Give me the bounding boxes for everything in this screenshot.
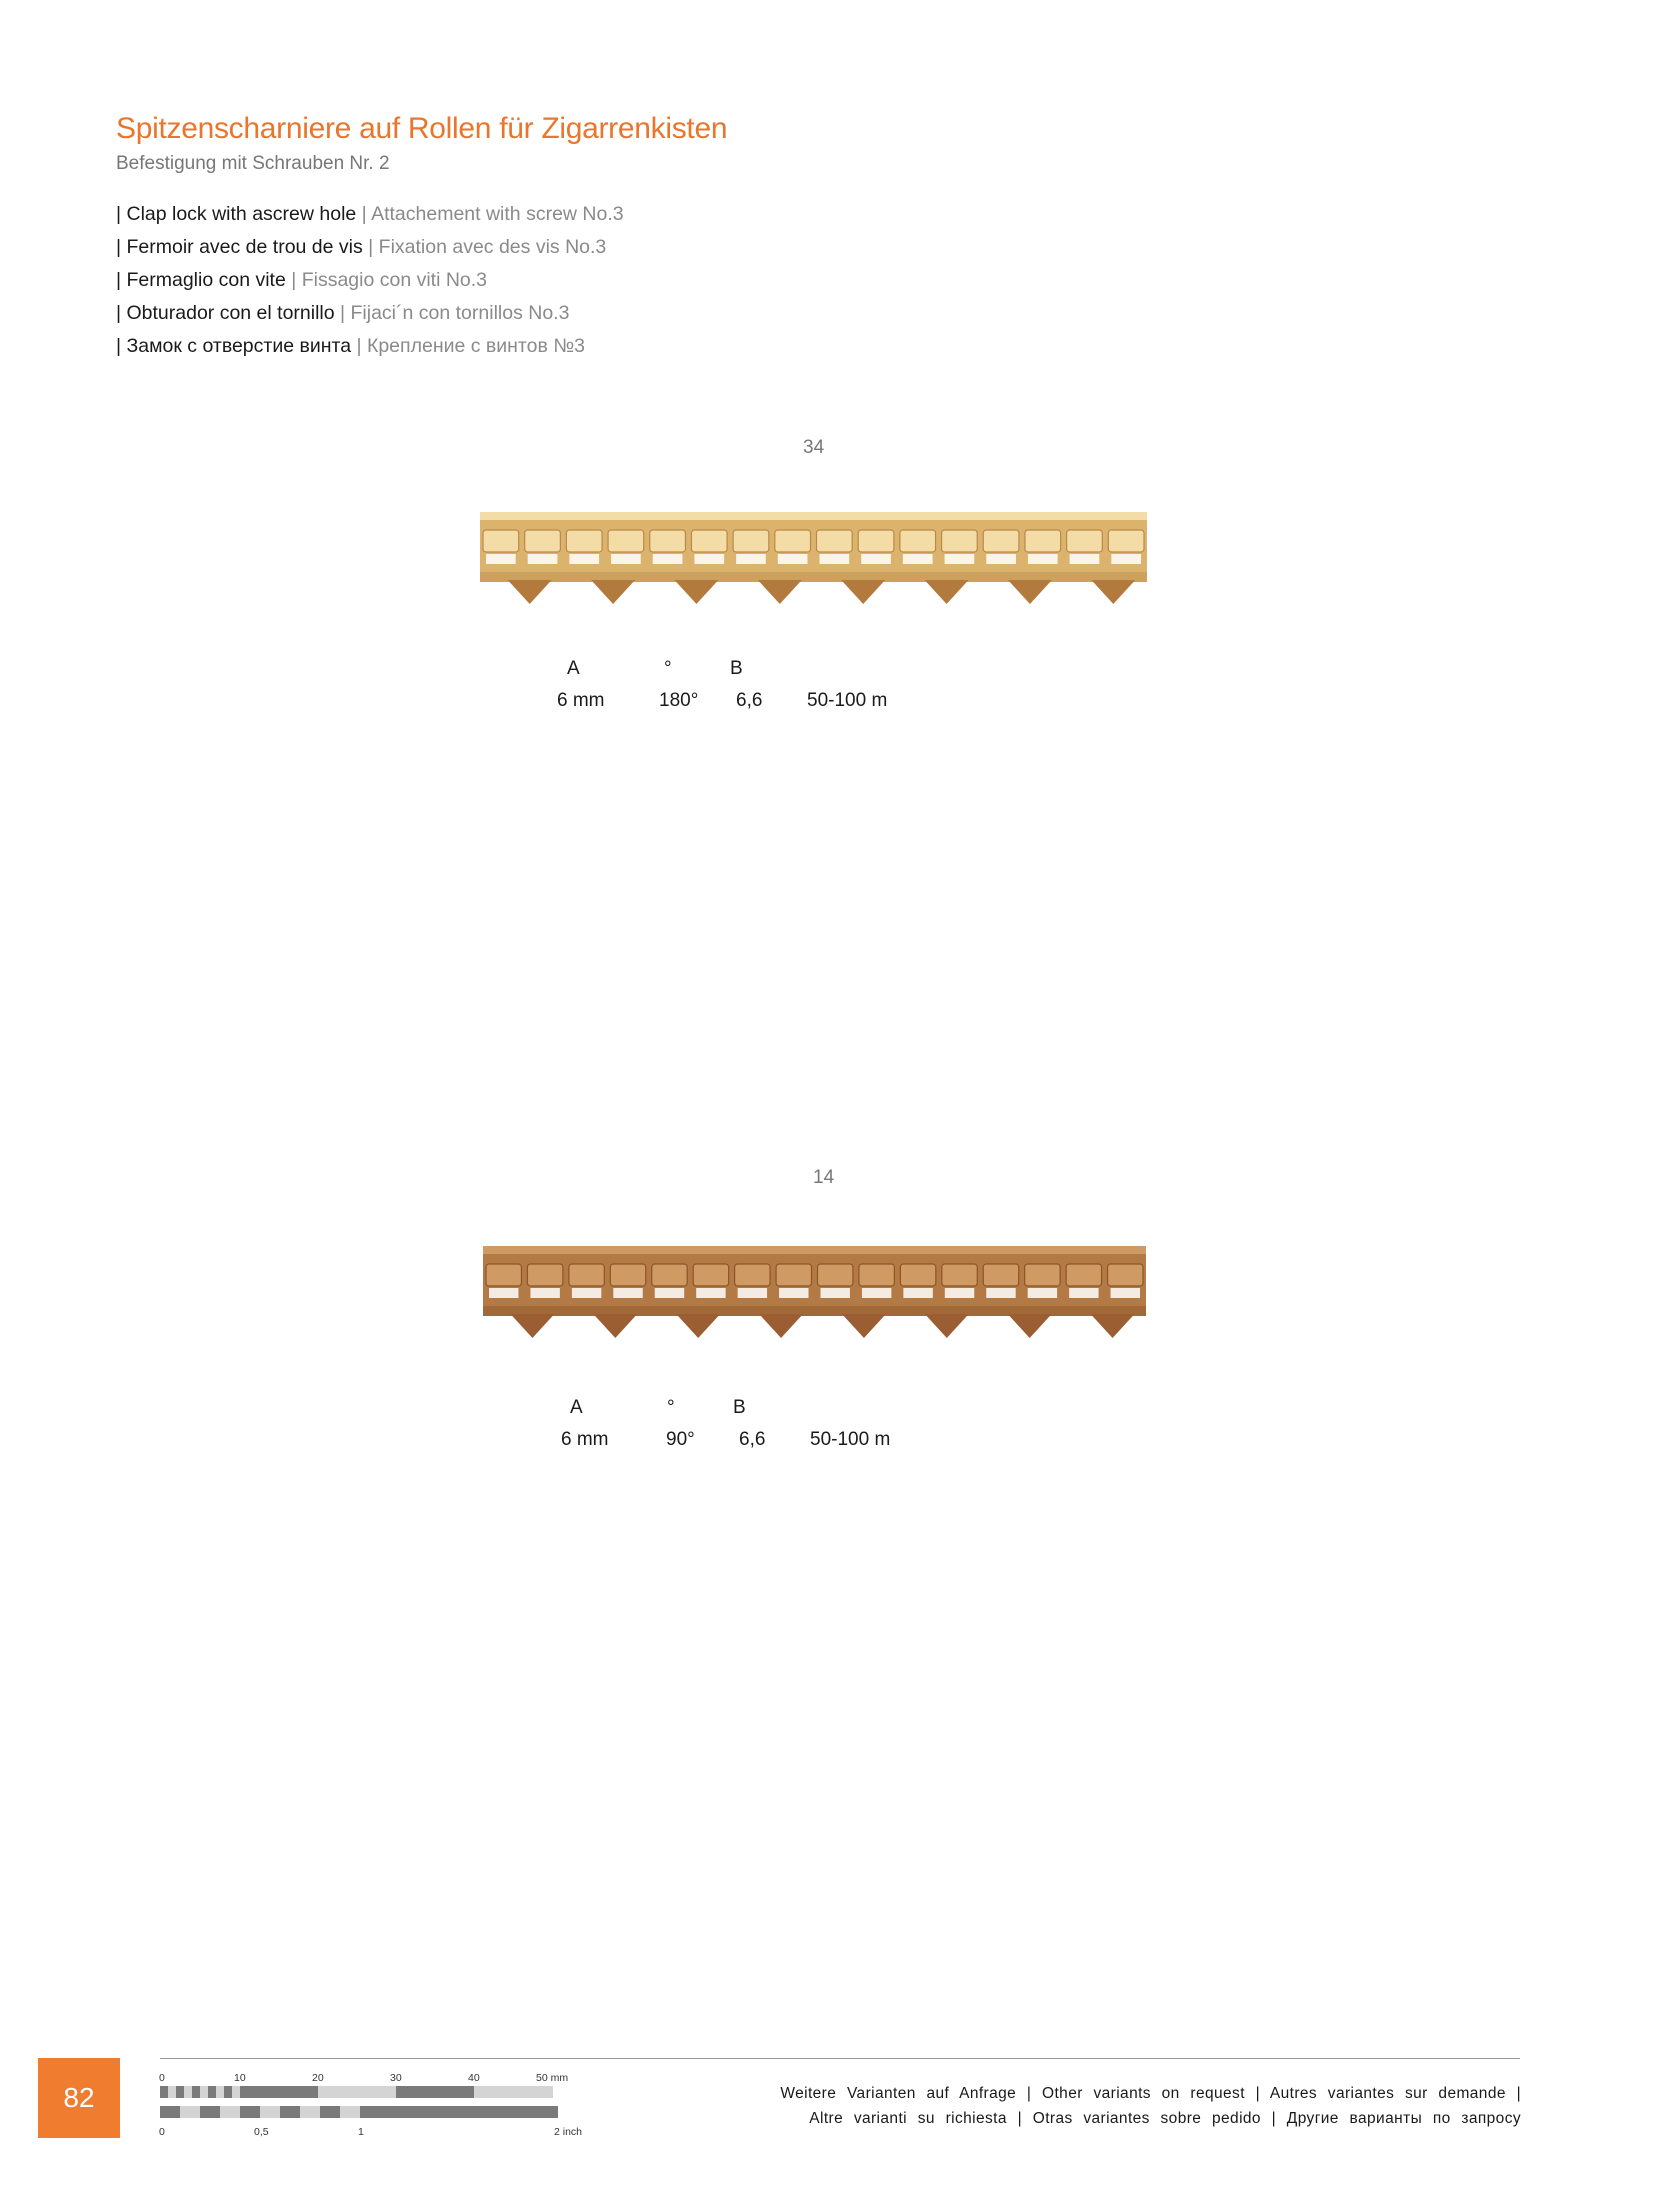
description-secondary: | Fixation avec des vis No.3 [368,236,607,258]
ruler-inch-label: 0 [159,2126,165,2138]
hinge-slot [611,554,641,564]
hinge-slot [903,554,933,564]
hinge-knuckle [942,530,978,552]
hinge-tooth [676,1314,720,1338]
hinge-knuckle [691,530,727,552]
ruler-mm-label: 10 [234,2072,246,2084]
description-primary: | Fermaglio con vite [116,269,286,291]
hinge-slot [655,1288,684,1298]
hinge-knuckle [652,1264,687,1286]
hinge-knuckle [858,530,894,552]
hinge-slot [861,554,891,564]
description-secondary: | Attachement with screw No.3 [361,203,624,225]
hinge-slot [1069,1288,1098,1298]
hinge-knuckle [1067,530,1103,552]
hinge-slot [486,554,516,564]
hinge-knuckle [900,530,936,552]
spec-value-a: 6 mm [561,1429,609,1450]
hinge-tooth [591,580,635,604]
hinge-knuckle [776,1264,811,1286]
description-row [116,231,624,264]
hinge-slot [1111,1288,1140,1298]
hinge-knuckle [650,530,686,552]
hinge-image-copper [483,1242,1146,1342]
ruler-inch-label: 1 [358,2126,364,2138]
ruler-inch-label: 0,5 [254,2126,269,2138]
hinge-slot [736,554,766,564]
hinge-knuckle [983,1264,1018,1286]
hinge-tooth [925,580,969,604]
description-primary: | Fermoir avec de trou de vis [116,236,363,258]
hinge-slot [821,1288,850,1298]
hinge-slot [779,1288,808,1298]
hinge-slot [572,1288,601,1298]
hinge-image-brass [480,508,1147,608]
hinge-slot [862,1288,891,1298]
spec-value-length: 50-100 m [807,690,888,711]
spec-value-b: 6,6 [736,690,763,711]
footer-note-line2: Altre varianti su richiesta | Otras variantes sobre pedido | Другие варианты по запросу [809,2110,1521,2127]
hinge-slot [820,554,850,564]
footer-divider [160,2058,1520,2059]
ruler-inch-label: 2 inch [554,2126,583,2138]
hinge-knuckle [525,530,561,552]
hinge-knuckle [693,1264,728,1286]
hinge-knuckle [859,1264,894,1286]
page-title: Spitzenscharniere auf Rollen für Zigarrenkisten [116,112,728,145]
product-number: 14 [813,1167,835,1188]
hinge-slot [530,1288,559,1298]
description-primary: | Clap lock with ascrew hole [116,203,357,225]
hinge-knuckle [1108,530,1144,552]
hinge-strip-highlight [480,512,1147,520]
ruler-mm-label: 50 mm [536,2072,569,2084]
hinge-slot [903,1288,932,1298]
hinge-tooth [593,1314,637,1338]
ruler-mm-label: 20 [312,2072,324,2084]
description-row [116,264,624,297]
hinge-slot [569,554,599,564]
spec-value-b: 6,6 [739,1429,766,1450]
hinge-tooth [1091,1314,1135,1338]
hinge-tooth [674,580,718,604]
ruler-mm-label: 0 [159,2072,165,2084]
hinge-tooth [1008,580,1052,604]
hinge-knuckle [483,530,519,552]
hinge-slot [613,1288,642,1298]
hinge-knuckle [942,1264,977,1286]
hinge-slot [489,1288,518,1298]
spec-label-a: A [570,1397,583,1418]
description-primary: | Obturador con el tornillo [116,302,335,324]
hinge-tooth [925,1314,969,1338]
ruler-mm-label: 30 [390,2072,402,2084]
hinge-knuckle [817,530,853,552]
description-list [116,198,624,363]
description-row [116,330,624,363]
spec-label-degree: ° [667,1397,675,1418]
hinge-slot [986,554,1016,564]
page-number-badge [38,2058,120,2138]
ruler-mm-label: 40 [468,2072,480,2084]
hinge-knuckle [775,530,811,552]
description-row [116,297,624,330]
hinge-knuckle [1025,1264,1060,1286]
hinge-strip-highlight [483,1246,1146,1254]
hinge-slot [696,1288,725,1298]
hinge-knuckle [610,1264,645,1286]
hinge-tooth [841,580,885,604]
hinge-knuckle [566,530,602,552]
spec-value-a: 6 mm [557,690,605,711]
description-primary: | Замок с отверстие винта [116,335,352,357]
spec-label-b: B [730,658,743,679]
scale-ruler [160,2086,560,2126]
spec-value-degree: 180° [659,690,699,711]
hinge-tooth [758,580,802,604]
hinge-knuckle [733,530,769,552]
hinge-tooth [842,1314,886,1338]
hinge-knuckle [1025,530,1061,552]
spec-label-degree: ° [664,658,672,679]
hinge-slot [694,554,724,564]
hinge-tooth [759,1314,803,1338]
hinge-knuckle [1108,1264,1143,1286]
hinge-knuckle [818,1264,853,1286]
hinge-knuckle [735,1264,770,1286]
hinge-slot [1028,554,1058,564]
hinge-knuckle [983,530,1019,552]
spec-value-degree: 90° [666,1429,695,1450]
hinge-knuckle [486,1264,521,1286]
hinge-slot [945,554,975,564]
hinge-slot [528,554,558,564]
hinge-knuckle [569,1264,604,1286]
hinge-knuckle [608,530,644,552]
hinge-slot [738,1288,767,1298]
footer-note-line1: Weitere Varianten auf Anfrage | Other variants on request | Autres variantes sur demande | [780,2085,1521,2102]
hinge-slot [945,1288,974,1298]
description-row [116,198,624,231]
hinge-tooth [1008,1314,1052,1338]
hinge-tooth [508,580,552,604]
description-secondary: | Fissagio con viti No.3 [291,269,488,291]
hinge-tooth [1091,580,1135,604]
product-number: 34 [803,437,825,458]
page-number: 82 [63,2082,95,2113]
hinge-slot [1111,554,1141,564]
page-subtitle: Befestigung mit Schrauben Nr. 2 [116,153,390,174]
hinge-slot [986,1288,1015,1298]
hinge-slot [1070,554,1100,564]
hinge-tooth [510,1314,554,1338]
description-secondary: | Крепление с винтов №3 [356,335,586,357]
spec-label-a: A [567,658,580,679]
spec-label-b: B [733,1397,746,1418]
hinge-slot [1028,1288,1057,1298]
hinge-slot [653,554,683,564]
hinge-knuckle [527,1264,562,1286]
hinge-knuckle [1066,1264,1101,1286]
hinge-knuckle [900,1264,935,1286]
spec-value-length: 50-100 m [810,1429,891,1450]
description-secondary: | Fijaci´n con tornillos No.3 [340,302,570,324]
hinge-slot [778,554,808,564]
